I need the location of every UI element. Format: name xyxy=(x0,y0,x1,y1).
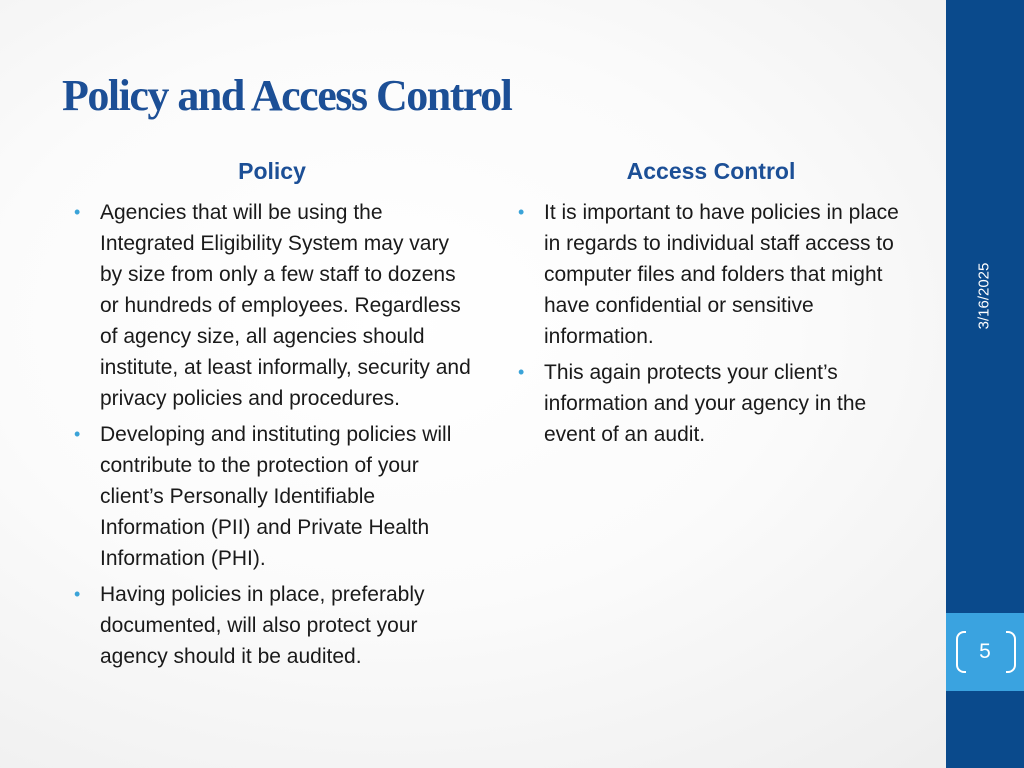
policy-bullet-item xyxy=(72,197,472,414)
policy-bullet-list xyxy=(72,197,472,672)
access-control-column xyxy=(516,158,906,455)
access-control-bullet-text: This again protects your client’s information and your agency in the event of an audit. xyxy=(544,361,867,446)
bullet-dot-icon: • xyxy=(518,202,525,222)
policy-bullet-text: Developing and instituting policies will contribute to the protection of your client’s Personally Identifiable Information (PII) and Private Health Information (PHI). xyxy=(100,423,452,570)
page-number: 5 xyxy=(979,640,991,663)
page-number-box xyxy=(946,613,1024,691)
policy-heading: Policy xyxy=(238,158,306,184)
slide-title: Policy and Access Control xyxy=(62,71,512,120)
access-control-bullet-list xyxy=(516,197,906,450)
policy-bullet-item xyxy=(72,419,472,574)
bullet-dot-icon: • xyxy=(518,362,525,382)
bullet-dot-icon: • xyxy=(74,424,81,444)
access-control-bullet-item xyxy=(516,197,906,352)
slide-date: 3/16/2025 xyxy=(975,262,993,330)
policy-column xyxy=(72,158,472,677)
bullet-dot-icon: • xyxy=(74,202,81,222)
access-control-bullet-text: It is important to have policies in place in regards to individual staff access to computer files and folders that might have confidential or sensitive information. xyxy=(544,201,899,348)
access-control-bullet-item xyxy=(516,357,906,450)
policy-bullet-text: Having policies in place, preferably documented, will also protect your agency should it be audited. xyxy=(100,583,425,668)
access-control-heading: Access Control xyxy=(626,158,796,184)
bullet-dot-icon: • xyxy=(74,584,81,604)
policy-bullet-text: Agencies that will be using the Integrated Eligibility System may vary by size from only a few staff to dozens or hundreds of employees. Regardless of agency size, all agencies should institute, at least informally, security and privacy policies and procedures. xyxy=(100,201,471,410)
policy-bullet-item xyxy=(72,579,472,672)
